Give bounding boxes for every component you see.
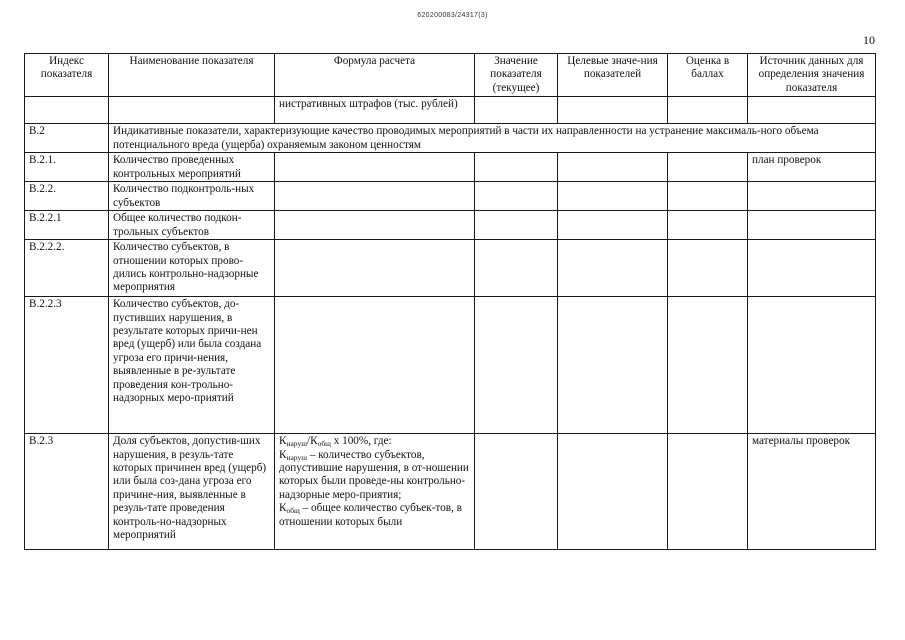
page-number: 10: [863, 33, 875, 47]
formula-def-text: – общее количество субъек-тов, в отношении которых были: [279, 502, 462, 528]
header-target: Целевые значе-ния показателей: [558, 54, 668, 97]
formula-slash: /К: [307, 435, 318, 448]
cell-value: [475, 153, 558, 182]
cell-target: [558, 182, 668, 211]
cell-index: В.2.2.3: [25, 297, 109, 434]
header-source: Источник данных для определения значения показателя: [748, 54, 876, 97]
formula-def-k: К: [279, 448, 287, 461]
cell-score: [668, 297, 748, 434]
cell-index: В.2.2.2.: [25, 240, 109, 297]
cell-value: [475, 182, 558, 211]
cell-index: В.2.2.: [25, 182, 109, 211]
cell-formula: [275, 211, 475, 240]
formula-def-total: [279, 502, 462, 527]
table-row: [25, 211, 876, 240]
cell-value: [475, 211, 558, 240]
table-row: [25, 153, 876, 182]
cell-name: Количество субъектов, в отношении которых прово-дились контрольно-надзорные мероприятия: [109, 240, 275, 297]
document-stamp: 620200083/24317(3): [417, 12, 488, 19]
header-name: Наименование показателя: [109, 54, 275, 97]
cell-name: Общее количество подкон-трольных субъектов: [109, 211, 275, 240]
cell-name: Количество субъектов, до-пустивших нарушения, в результате которых причи-нен вред (ущерб) или была создана угроза его причи-нения, выявленные в ре-зультате проведения кон-трольно-надзорных меро-приятий: [109, 297, 275, 434]
cell-target: [558, 240, 668, 297]
header-formula: Формула расчета: [275, 54, 475, 97]
cell-score: [668, 153, 748, 182]
cell-name: Количество подконтроль-ных субъектов: [109, 182, 275, 211]
formula-def-sub: общ: [286, 506, 300, 516]
table-row: [25, 124, 876, 153]
indicators-table: [24, 53, 876, 550]
cell-source: план проверок: [748, 153, 876, 182]
cell-value: [475, 97, 558, 124]
table-header-row: [25, 54, 876, 97]
table-row: [25, 97, 876, 124]
cell-source: [748, 182, 876, 211]
table-row: [25, 434, 876, 550]
formula-sub-total: общ: [317, 439, 331, 449]
cell-source: [748, 211, 876, 240]
formula-def-sub: наруш: [286, 452, 307, 462]
header-index: Индекс показателя: [25, 54, 109, 97]
formula-sub-violations: наруш: [286, 439, 307, 449]
cell-source: [748, 297, 876, 434]
table-row: [25, 297, 876, 434]
cell-source: [748, 240, 876, 297]
cell-name: Доля субъектов, допустив-ших нарушения, в резуль-тате которых причинен вред (ущерб) или была соз-дана угроза его причине-ния, выявленные в резуль-тате проведения контроль-но-надзорных мероприятий: [109, 434, 275, 550]
formula-def-k: К: [279, 502, 287, 515]
formula-def-violations: [279, 449, 469, 501]
cell-section-title: Индикативные показатели, характеризующие качество проводимых мероприятий в части их направленности на устранение максималь-ного объема потенциального вреда (ущерба) охраняемым законом ценностям: [109, 124, 876, 153]
cell-source: [748, 97, 876, 124]
cell-index: В.2.3: [25, 434, 109, 550]
cell-score: [668, 240, 748, 297]
header-score: Оценка в баллах: [668, 54, 748, 97]
cell-value: [475, 240, 558, 297]
cell-score: [668, 434, 748, 550]
formula-tail: х 100%, где:: [330, 435, 392, 448]
table-row: [25, 182, 876, 211]
cell-name: Количество проведенных контрольных мероприятий: [109, 153, 275, 182]
table-row: [25, 240, 876, 297]
cell-value: [475, 297, 558, 434]
cell-index: В.2: [25, 124, 109, 153]
cell-target: [558, 97, 668, 124]
cell-source: материалы проверок: [748, 434, 876, 550]
formula-k: К: [279, 435, 287, 448]
formula-expression: [279, 435, 392, 447]
cell-value: [475, 434, 558, 550]
cell-score: [668, 182, 748, 211]
cell-target: [558, 297, 668, 434]
cell-target: [558, 434, 668, 550]
cell-formula: нистративных штрафов (тыс. рублей): [275, 97, 475, 124]
formula-def-text: – количество субъектов, допустившие нарушения, в от-ношении которых были проведе-ны контрольно-надзорные меро-приятия;: [279, 448, 469, 501]
cell-index: В.2.1.: [25, 153, 109, 182]
cell-score: [668, 211, 748, 240]
cell-name: [109, 97, 275, 124]
cell-index: [25, 97, 109, 124]
cell-score: [668, 97, 748, 124]
cell-formula: [275, 153, 475, 182]
cell-target: [558, 153, 668, 182]
cell-index: В.2.2.1: [25, 211, 109, 240]
cell-formula: [275, 240, 475, 297]
cell-target: [558, 211, 668, 240]
cell-formula: [275, 182, 475, 211]
cell-formula: [275, 297, 475, 434]
header-value: Значение показателя (текущее): [475, 54, 558, 97]
cell-formula: [275, 434, 475, 550]
